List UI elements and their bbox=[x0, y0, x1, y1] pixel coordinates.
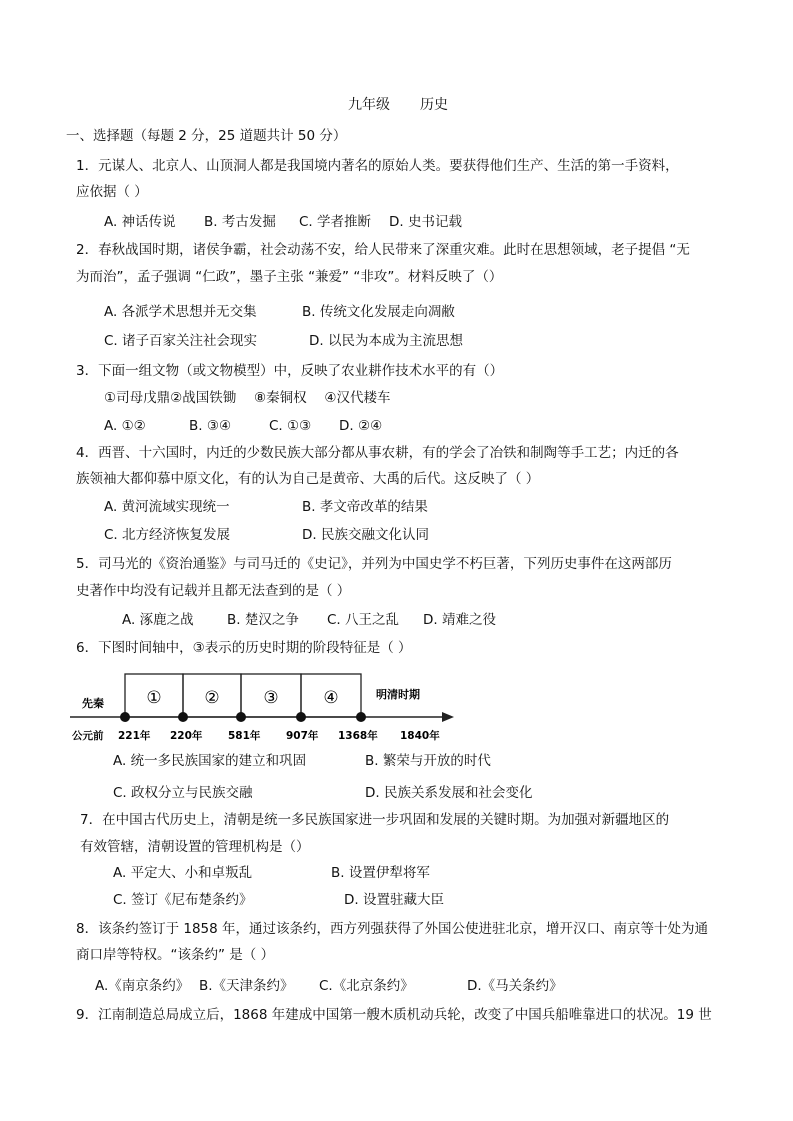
timeline-box-2-label: ② bbox=[204, 688, 220, 708]
q1-option-c[interactable]: C. 学者推断 bbox=[299, 214, 372, 230]
question-5-stem: 5．司马光的《资治通鉴》与司马迁的《史记》，并列为中国史学不朽巨著，下列历史事件在这两部历 bbox=[76, 556, 672, 572]
q6-option-a[interactable]: A. 统一多民族国家的建立和巩固 bbox=[113, 753, 307, 769]
q1-option-d[interactable]: D. 史书记载 bbox=[389, 214, 462, 230]
timeline-right-label: 明清时期 bbox=[376, 688, 420, 701]
q8-option-a[interactable]: A.《南京条约》 bbox=[95, 978, 190, 994]
question-7-options-row1 bbox=[113, 864, 430, 882]
q2-option-c[interactable]: C. 诸子百家关注社会现实 bbox=[104, 333, 258, 349]
q3-option-a[interactable]: A. ①② bbox=[104, 418, 146, 434]
q8-option-b[interactable]: B.《天津条约》 bbox=[199, 978, 294, 994]
q4-option-b[interactable]: B. 孝文帝改革的结果 bbox=[302, 499, 428, 515]
q5-option-a[interactable]: A. 涿鹿之战 bbox=[122, 612, 194, 628]
question-4-options-row1 bbox=[104, 498, 428, 516]
q1-option-b[interactable]: B. 考古发掘 bbox=[204, 214, 276, 230]
question-2-stem-cont: 为而治”，孟子强调 “仁政”，墨子主张 “兼爱” “非攻”。材料反映了（） bbox=[76, 269, 503, 285]
question-2-stem: 2．春秋战国时期，诸侯争霸，社会动荡不安，给人民带来了深重灾难。此时在思想领域，老子提倡 “无 bbox=[76, 242, 690, 258]
q4-option-a[interactable]: A. 黄河流域实现统一 bbox=[104, 499, 230, 515]
question-4-options-row2 bbox=[104, 526, 429, 544]
question-2-options-row1 bbox=[104, 303, 455, 321]
question-1-stem-cont: 应依据（ ） bbox=[76, 184, 148, 200]
timeline-year-6: 1840年 bbox=[400, 730, 440, 742]
q3-option-d[interactable]: D. ②④ bbox=[339, 418, 383, 434]
q8-option-d[interactable]: D.《马关条约》 bbox=[467, 978, 563, 994]
question-8-options bbox=[95, 977, 563, 995]
timeline-left-label: 先秦 bbox=[82, 697, 104, 710]
question-3-items: ①司母戊鼎②战国铁锄 ⑧秦铜权 ④汉代耧车 bbox=[104, 390, 391, 406]
timeline-arrow bbox=[442, 712, 454, 722]
timeline-dot bbox=[296, 712, 306, 722]
timeline-year-2: 220年 bbox=[170, 730, 203, 742]
q3-option-c[interactable]: C. ①③ bbox=[269, 418, 312, 434]
q5-option-b[interactable]: B. 楚汉之争 bbox=[227, 612, 299, 628]
question-5-stem-cont: 史著作中均没有记载并且都无法查到的是（ ） bbox=[76, 583, 351, 599]
q1-option-a[interactable]: A. 神话传说 bbox=[104, 214, 176, 230]
timeline-box-1-label: ① bbox=[146, 688, 162, 708]
q8-option-c[interactable]: C.《北京条约》 bbox=[319, 978, 414, 994]
q6-option-c[interactable]: C. 政权分立与民族交融 bbox=[113, 785, 253, 801]
timeline-diagram bbox=[70, 665, 460, 745]
q2-option-a[interactable]: A. 各派学术思想并无交集 bbox=[104, 304, 257, 320]
timeline-year-3: 581年 bbox=[228, 730, 261, 742]
question-4-stem-cont: 族领袖大都仰慕中原文化，有的认为自己是黄帝、大禹的后代。这反映了（ ） bbox=[76, 471, 540, 487]
q7-option-b[interactable]: B. 设置伊犁将军 bbox=[331, 865, 430, 881]
q2-option-d[interactable]: D. 以民为本成为主流思想 bbox=[309, 333, 463, 349]
q4-option-d[interactable]: D. 民族交融文化认同 bbox=[302, 527, 429, 543]
question-7-options-row2 bbox=[113, 891, 444, 909]
page-title bbox=[348, 96, 448, 114]
q6-option-b[interactable]: B. 繁荣与开放的时代 bbox=[365, 753, 491, 769]
timeline-dot bbox=[120, 712, 130, 722]
grade-label: 九年级 bbox=[348, 97, 390, 113]
q4-option-c[interactable]: C. 北方经济恢复发展 bbox=[104, 527, 231, 543]
q7-option-c[interactable]: C. 签订《尼布楚条约》 bbox=[113, 892, 253, 908]
question-8-stem: 8．该条约签订于 1858 年，通过该条约，西方列强获得了外国公使进驻北京，增开汉口、南京等十处为通 bbox=[76, 921, 709, 937]
timeline-year-5: 1368年 bbox=[338, 730, 378, 742]
section-heading: 一、选择题（每题 2 分，25 道题共计 50 分） bbox=[66, 128, 347, 144]
subject-label: 历史 bbox=[420, 97, 448, 113]
q7-option-a[interactable]: A. 平定大、小和卓叛乱 bbox=[113, 865, 253, 881]
timeline-box-3-label: ③ bbox=[263, 688, 279, 708]
question-6-options-row2 bbox=[113, 784, 532, 802]
question-1-stem: 1．元谋人、北京人、山顶洞人都是我国境内著名的原始人类。要获得他们生产、生活的第一手资料， bbox=[76, 158, 679, 174]
question-7-stem-cont: 有效管辖，清朝设置的管理机构是（） bbox=[80, 839, 310, 855]
question-7-stem: 7．在中国古代历史上，清朝是统一多民族国家进一步巩固和发展的关键时期。为加强对新疆地区的 bbox=[80, 812, 670, 828]
q6-option-d[interactable]: D. 民族关系发展和社会变化 bbox=[365, 785, 533, 801]
q2-option-b[interactable]: B. 传统文化发展走向凋敝 bbox=[302, 304, 455, 320]
question-6-options-row1 bbox=[113, 752, 491, 770]
timeline-year-1: 221年 bbox=[118, 730, 151, 742]
timeline-box-4-label: ④ bbox=[323, 688, 339, 708]
q7-option-d[interactable]: D. 设置驻藏大臣 bbox=[344, 892, 444, 908]
question-6-stem: 6．下图时间轴中，③表示的历史时期的阶段特征是（ ） bbox=[76, 640, 412, 656]
question-2-options-row2 bbox=[104, 332, 463, 350]
q3-option-b[interactable]: B. ③④ bbox=[189, 418, 232, 434]
q5-option-d[interactable]: D. 靖难之役 bbox=[423, 612, 496, 628]
question-4-stem: 4．西晋、十六国时，内迁的少数民族大部分都从事农耕，有的学会了冶铁和制陶等手工艺；内迁的各 bbox=[76, 445, 679, 461]
question-5-options bbox=[122, 611, 496, 629]
timeline-dot bbox=[178, 712, 188, 722]
timeline-year-4: 907年 bbox=[286, 730, 319, 742]
question-3-stem: 3．下面一组文物（或文物模型）中，反映了农业耕作技术水平的有（） bbox=[76, 363, 504, 379]
question-3-options bbox=[104, 417, 382, 435]
question-9-stem: 9．江南制造总局成立后，1868 年建成中国第一艘木质机动兵轮，改变了中国兵船唯靠进口的状况。19 世 bbox=[76, 1007, 712, 1023]
q5-option-c[interactable]: C. 八王之乱 bbox=[327, 612, 400, 628]
timeline-era-prefix: 公元前 bbox=[72, 730, 104, 742]
question-1-options bbox=[104, 213, 462, 231]
timeline-dot bbox=[356, 712, 366, 722]
question-8-stem-cont: 商口岸等特权。“该条约” 是（ ） bbox=[76, 947, 275, 963]
timeline-dot bbox=[236, 712, 246, 722]
